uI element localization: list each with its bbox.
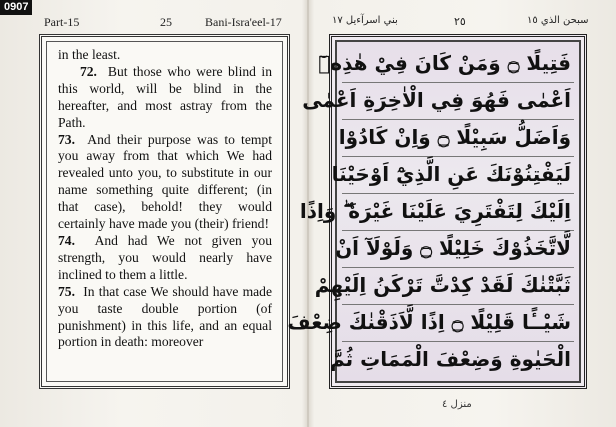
verse-text: in the least.	[58, 47, 121, 62]
image-id-tag: 0907	[0, 0, 32, 15]
arabic-line: اَعْمٰى فَهُوَ فِي الْاٰخِرَةِ اَعْمٰى	[302, 88, 571, 112]
arabic-page-inner	[287, 40, 581, 383]
verse-paragraph	[58, 47, 272, 64]
verse-paragraph	[58, 233, 272, 284]
verse-number: 75.	[58, 283, 75, 299]
arabic-line: ثَبَّتْنٰكَ لَقَدْ كِدْتَّ تَرْكَنُ اِلَيْهِمْ	[314, 273, 571, 297]
arabic-line: شَيْــًٔا قَلِيْلًا ۝ اِذًا لَّاَذَقْنٰكَ ضِعْفَ	[287, 310, 571, 334]
left-header-surah: Bani-Isra'eel-17	[205, 15, 282, 29]
right-header-page-number: ٢٥	[454, 15, 466, 28]
verse-number: 73.	[58, 131, 75, 147]
arabic-line: فَتِيلًا ۝ وَمَنْ كَانَ فِيْ هٰذِهٖٓ	[318, 51, 571, 75]
manzil-footer: منزل ٤	[442, 399, 472, 410]
english-translation	[58, 47, 272, 351]
arabic-line: لَيَفْتِنُوْنَكَ عَنِ الَّذِيْٓ اَوْحَيْنَا	[331, 162, 571, 186]
left-header-page-number: 25	[160, 15, 172, 29]
arabic-line: لَّاتَّخَذُوْكَ خَلِيْلًا ۝ وَلَوْلَآ اَنْ	[335, 236, 571, 260]
verse-paragraph	[58, 64, 272, 132]
verse-text: In that case We should have made you taste double portion (of punishment) in this life, and an equal portion in death: moreover	[58, 283, 273, 350]
right-header-part: سبحن الذي ١٥	[527, 15, 589, 26]
right-header-surah: بني اسرآءيل ١٧	[332, 15, 398, 26]
verse-number: 74.	[58, 232, 75, 248]
verse-number: 72.	[79, 63, 97, 79]
verse-text: But those who were blind in this world, will be blind in the hereafter, and most astray from the Path.	[58, 63, 272, 130]
verse-paragraph	[58, 132, 272, 233]
arabic-page-frame	[287, 34, 587, 389]
verse-text: And had We not given you strength, you would nearly have inclined to them a little.	[58, 232, 272, 282]
arabic-line: وَاَضَلُّ سَبِيْلًا ۝ وَاِنْ كَادُوْا	[338, 125, 571, 149]
arabic-line: الْحَيٰوةِ وَضِعْفَ الْمَمَاتِ ثُمَّ	[329, 347, 571, 371]
verse-text: And their purpose was to tempt you away from that which We had revealed unto you, to substitute in our name something quite different; (in that case), behold! they would certainly have made you (their) friend!	[58, 131, 272, 232]
english-page-frame	[39, 34, 290, 389]
arabic-line: اِلَيْكَ لِتَفْتَرِيَ عَلَيْنَا غَيْرَهٗ ۖ وَاِذًا	[299, 199, 571, 223]
left-header-part: Part-15	[44, 15, 80, 29]
verse-paragraph	[58, 284, 272, 352]
